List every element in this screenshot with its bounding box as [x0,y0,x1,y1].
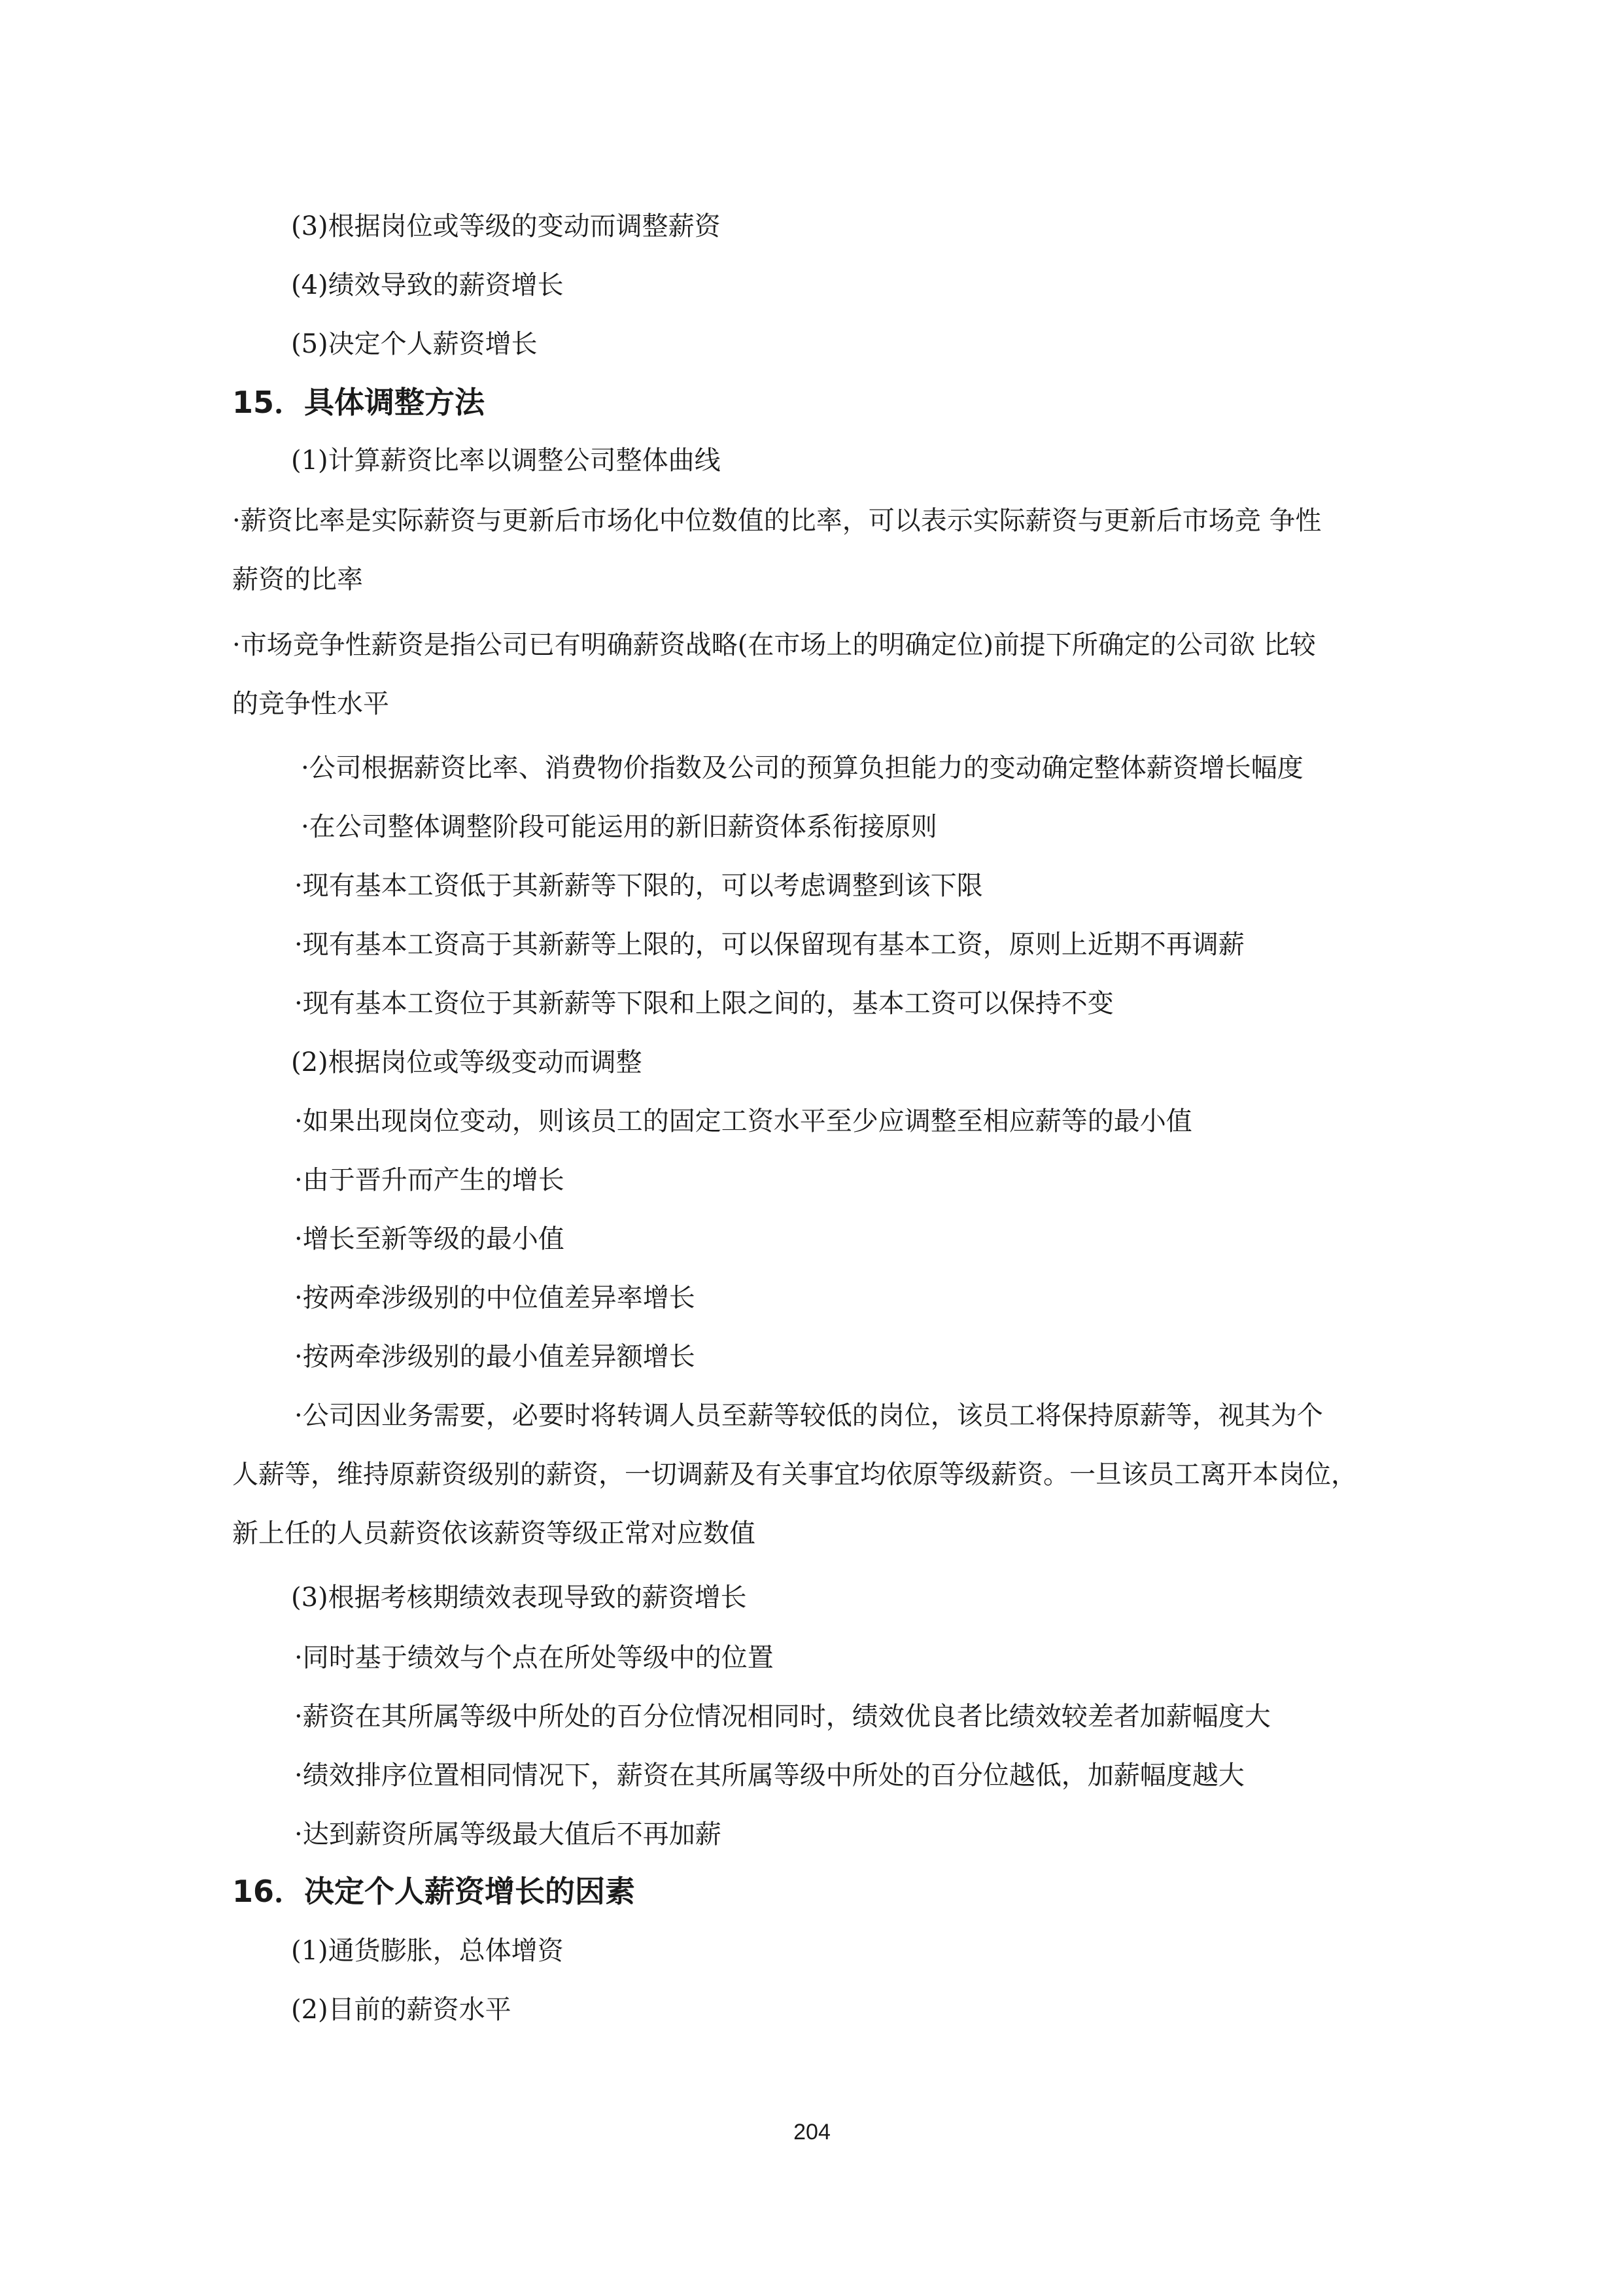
section-heading-15: 15．具体调整方法 [232,385,485,420]
bullet-item: ·在公司整体调整阶段可能运用的新旧薪资体系衔接原则 [301,812,937,842]
item-3: (3)根据岗位或等级的变动而调整薪资 [291,211,721,241]
bullet-item: ·按两牵涉级别的最小值差异额增长 [294,1342,695,1372]
bullet-item: ·增长至新等级的最小值 [294,1224,564,1254]
item-5: (5)决定个人薪资增长 [291,329,538,359]
page-number: 204 [793,2120,831,2145]
bullet-item: ·现有基本工资高于其新薪等上限的，可以保留现有基本工资，原则上近期不再调薪 [294,930,1245,960]
bullet-item: ·按两牵涉级别的中位值差异率增长 [294,1283,695,1313]
subsection-1: (1)计算薪资比率以调整公司整体曲线 [291,446,721,476]
paragraph-line: 新上任的人员薪资依该薪资等级正常对应数值 [232,1518,755,1549]
paragraph-line: 的竞争性水平 [232,689,389,719]
bullet-item: ·现有基本工资低于其新薪等下限的，可以考虑调整到该下限 [294,871,983,901]
section-heading-16: 16．决定个人薪资增长的因素 [232,1874,636,1909]
paragraph-line: 人薪等，维持原薪资级别的薪资，一切调薪及有关事宜均依原等级薪资。一旦该员工离开本岗位， [232,1460,1357,1490]
paragraph-line: 薪资的比率 [232,565,363,595]
subsection-2: (2)根据岗位或等级变动而调整 [291,1047,642,1077]
bullet-item: ·公司根据薪资比率、消费物价指数及公司的预算负担能力的变动确定整体薪资增长幅度 [301,753,1304,783]
subsection-1: (1)通货膨胀，总体增资 [291,1936,564,1966]
bullet-item: ·如果出现岗位变动，则该员工的固定工资水平至少应调整至相应薪等的最小值 [294,1106,1192,1136]
subsection-3: (3)根据考核期绩效表现导致的薪资增长 [291,1583,747,1613]
paragraph-line: ·市场竞争性薪资是指公司已有明确薪资战略(在市场上的明确定位)前提下所确定的公司欲 比较 [232,630,1316,660]
bullet-item: ·绩效排序位置相同情况下，薪资在其所属等级中所处的百分位越低，加薪幅度越大 [294,1761,1245,1791]
paragraph-line: ·公司因业务需要，必要时将转调人员至薪等较低的岗位，该员工将保持原薪等，视其为个 [294,1401,1323,1431]
subsection-2: (2)目前的薪资水平 [291,1995,511,2025]
bullet-item: ·薪资在其所属等级中所处的百分位情况相同时，绩效优良者比绩效较差者加薪幅度大 [294,1702,1271,1732]
paragraph-line: ·薪资比率是实际薪资与更新后市场化中位数值的比率，可以表示实际薪资与更新后市场竞 争性 [232,506,1322,536]
bullet-item: ·同时基于绩效与个点在所处等级中的位置 [294,1643,774,1673]
bullet-item: ·达到薪资所属等级最大值后不再加薪 [294,1819,721,1849]
bullet-item: ·由于晋升而产生的增长 [294,1165,564,1195]
bullet-item: ·现有基本工资位于其新薪等下限和上限之间的，基本工资可以保持不变 [294,989,1114,1019]
item-4: (4)绩效导致的薪资增长 [291,270,564,300]
